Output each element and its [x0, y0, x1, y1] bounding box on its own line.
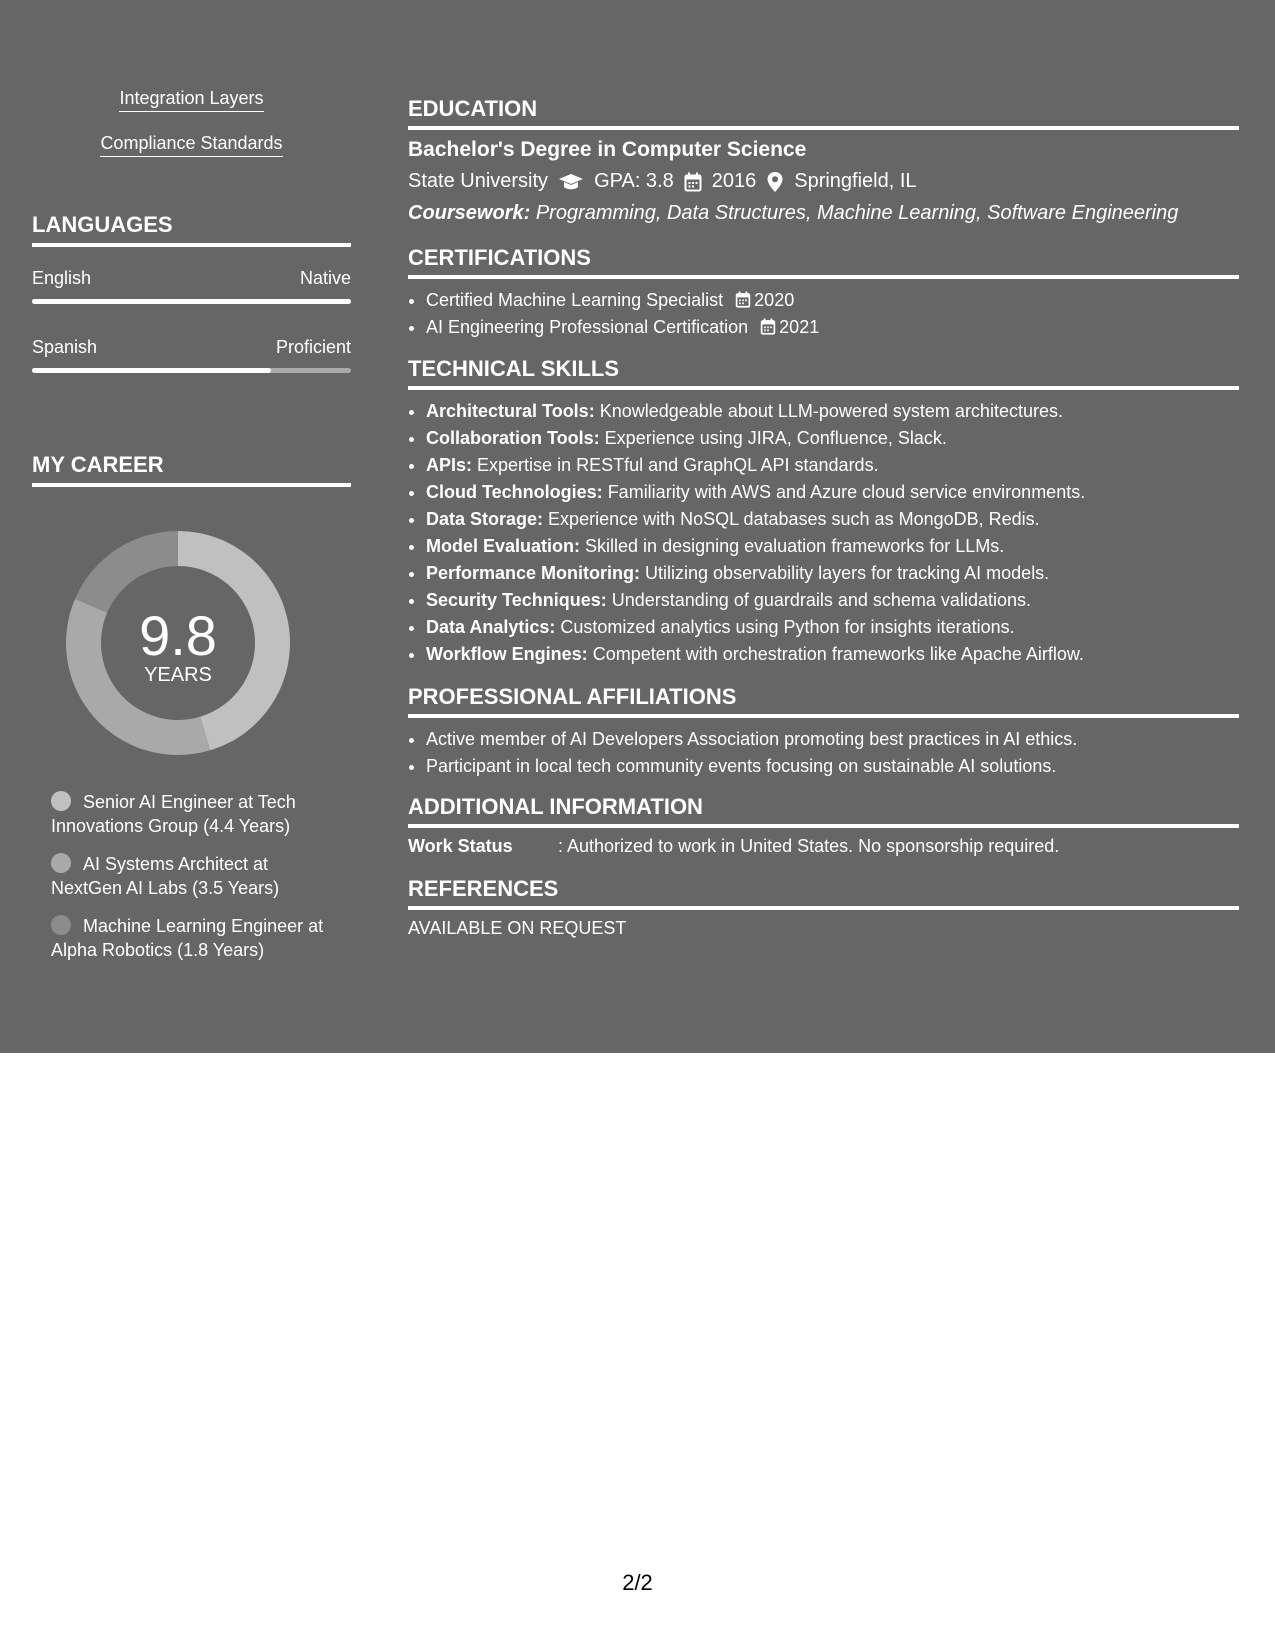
- calendar-icon: [760, 318, 776, 335]
- work-status: [408, 836, 1239, 857]
- skill-text: Familiarity with AWS and Azure cloud service environments.: [607, 482, 1086, 502]
- career-total-unit: YEARS: [144, 664, 212, 686]
- skill-tag-label: Integration Layers: [119, 88, 263, 112]
- skill-tag-label: Compliance Standards: [100, 133, 282, 157]
- language-name: Spanish: [32, 337, 98, 357]
- calendar-icon: [684, 172, 702, 192]
- career-item: [51, 852, 341, 900]
- location-pin-icon: [766, 171, 784, 193]
- language-proficiency-fill: [32, 299, 351, 304]
- section-heading: TECHNICAL SKILLS: [408, 356, 1239, 390]
- school-name: State University: [408, 170, 549, 192]
- work-status-value: : Authorized to work in United States. No sponsorship required.: [558, 836, 1060, 856]
- section-heading: PROFESSIONAL AFFILIATIONS: [408, 684, 1239, 718]
- skill-tag-compliance-standards[interactable]: [32, 133, 351, 157]
- skill-text: Customized analytics using Python for insights iterations.: [560, 617, 1015, 637]
- career-donut-chart: [66, 531, 290, 755]
- skill-label: Model Evaluation:: [426, 536, 581, 556]
- section-heading: REFERENCES: [408, 876, 1239, 910]
- graduation-cap-icon: [558, 172, 584, 192]
- list-item: [426, 587, 1239, 614]
- list-item: [426, 641, 1239, 668]
- list-item: • Active member of AI Developers Association promoting best practices in AI ethics.: [426, 726, 1239, 753]
- education-details: [408, 170, 1239, 193]
- coursework-label: Coursework:: [408, 202, 531, 224]
- page-number: 2/2: [622, 1570, 653, 1595]
- section-heading: CERTIFICATIONS: [408, 245, 1239, 279]
- skill-text: Skilled in designing evaluation frameworks for LLMs.: [585, 536, 1005, 556]
- list-item: [426, 314, 1239, 341]
- list-item: [426, 452, 1239, 479]
- skill-text: Utilizing observability layers for tracking AI models.: [645, 563, 1050, 583]
- list-item: [426, 614, 1239, 641]
- coursework: [408, 202, 1239, 225]
- language-proficiency-bar: [32, 368, 351, 373]
- calendar-icon: [735, 291, 751, 308]
- list-item: [426, 425, 1239, 452]
- list-item: [426, 533, 1239, 560]
- certification-name: Certified Machine Learning Specialist: [426, 290, 724, 310]
- graduation-year: 2016: [711, 170, 757, 192]
- career-legend-dot: [51, 791, 71, 811]
- skill-label: Architectural Tools:: [426, 401, 595, 421]
- skill-label: Collaboration Tools:: [426, 428, 600, 448]
- career-donut-center: [66, 531, 290, 755]
- school-location: Springfield, IL: [794, 170, 917, 192]
- skill-label: Cloud Technologies:: [426, 482, 603, 502]
- technical-skills-list: [408, 398, 1239, 668]
- skill-label: Performance Monitoring:: [426, 563, 641, 583]
- career-legend-dot: [51, 853, 71, 873]
- list-item: [426, 506, 1239, 533]
- skill-label: Data Storage:: [426, 509, 544, 529]
- skill-label: Workflow Engines:: [426, 644, 588, 664]
- references-text: AVAILABLE ON REQUEST: [408, 918, 627, 938]
- section-heading: EDUCATION: [408, 96, 1239, 130]
- affiliations-list: [408, 726, 1239, 780]
- skill-text: Experience using JIRA, Confluence, Slack.: [604, 428, 947, 448]
- language-spanish: [32, 337, 351, 373]
- section-heading: ADDITIONAL INFORMATION: [408, 794, 1239, 828]
- work-status-label: Work Status: [408, 836, 513, 856]
- career-item: [51, 790, 341, 838]
- language-english: [32, 268, 351, 304]
- certifications-section: [408, 245, 1239, 341]
- list-item: [426, 479, 1239, 506]
- list-item: [426, 560, 1239, 587]
- language-proficiency-bar: [32, 299, 351, 304]
- career-legend-dot: [51, 915, 71, 935]
- language-level: Native: [299, 268, 351, 288]
- skill-text: Competent with orchestration frameworks like Apache Airflow.: [592, 644, 1084, 664]
- additional-info-section: [408, 794, 1239, 857]
- list-item: • Participant in local tech community events focusing on sustainable AI solutions.: [426, 753, 1239, 780]
- certification-year: 2020: [754, 290, 795, 310]
- list-item: [426, 287, 1239, 314]
- language-proficiency-fill: [32, 368, 271, 373]
- references-section: [408, 876, 1239, 939]
- technical-skills-section: [408, 356, 1239, 668]
- certification-year: 2021: [779, 317, 820, 337]
- skill-text: Understanding of guardrails and schema validations.: [611, 590, 1031, 610]
- education-section: [408, 96, 1239, 225]
- coursework-list: Programming, Data Structures, Machine Learning, Software Engineering: [535, 202, 1179, 224]
- skill-label: Data Analytics:: [426, 617, 556, 637]
- affiliations-section: [408, 684, 1239, 780]
- gpa: GPA: 3.8: [594, 170, 674, 192]
- degree-title: Bachelor's Degree in Computer Science: [408, 138, 807, 161]
- skill-label: APIs:: [426, 455, 473, 475]
- certification-name: AI Engineering Professional Certification: [426, 317, 749, 337]
- career-item-label: AI Systems Architect at NextGen AI Labs (3.5 Years): [51, 854, 280, 898]
- skill-text: Knowledgeable about LLM-powered system architectures.: [599, 401, 1063, 421]
- skill-label: Security Techniques:: [426, 590, 607, 610]
- career-item: [51, 914, 341, 962]
- career-item-label: Senior AI Engineer at Tech Innovations Group (4.4 Years): [51, 792, 296, 836]
- certifications-list: [408, 287, 1239, 341]
- list-item: [426, 398, 1239, 425]
- skill-text: Expertise in RESTful and GraphQL API standards.: [477, 455, 879, 475]
- career-item-label: Machine Learning Engineer at Alpha Robotics (1.8 Years): [51, 916, 324, 960]
- language-level: Proficient: [275, 337, 351, 357]
- skill-text: Experience with NoSQL databases such as MongoDB, Redis.: [548, 509, 1040, 529]
- career-heading: MY CAREER: [32, 452, 351, 487]
- career-total-years: 9.8: [139, 604, 217, 667]
- languages-heading: LANGUAGES: [32, 212, 351, 247]
- skill-tag-integration-layers[interactable]: [32, 88, 351, 112]
- language-name: English: [32, 268, 92, 288]
